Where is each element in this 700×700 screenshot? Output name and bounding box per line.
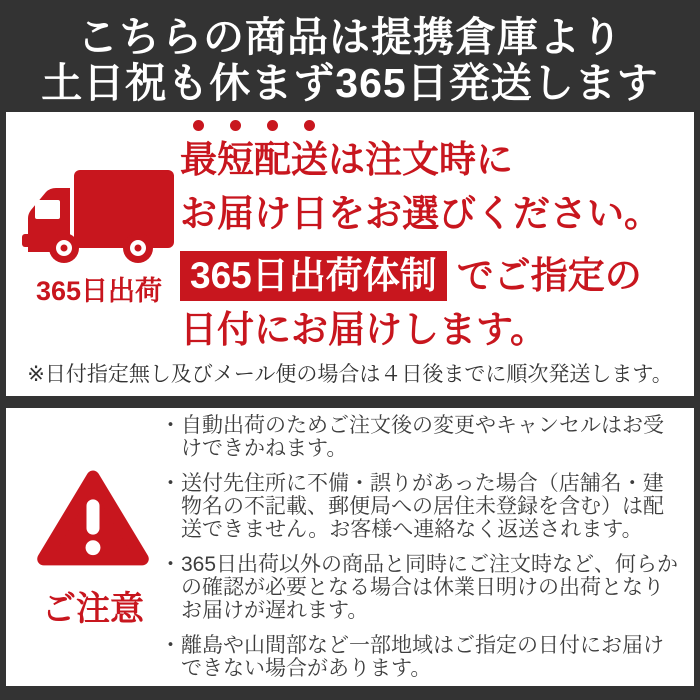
truck-label: 365日出荷 [35, 276, 163, 306]
emphasis-dot [267, 120, 278, 131]
shipping-heading-line-3: 日付にお届けします。 [180, 309, 548, 351]
shipping-message [180, 120, 661, 357]
shipping-note: ※日付指定無し及びメール便の場合は４日後までに順次発送します。 [27, 363, 673, 386]
caution-item: ・ 自動出荷のためご注文後の変更やキャンセルはお受けできかねます。 [160, 414, 682, 460]
top-banner [0, 0, 700, 112]
truck-column [22, 168, 176, 308]
emphasis-dot [230, 120, 241, 131]
caution-item: ・ 365日出荷以外の商品と同時にご注文時など、何らかの確認が必要となる場合は休業日明けの出荷となりお届けが遅れます。 [160, 553, 682, 622]
caution-item: ・ 離島や山間部など一部地域はご指定の日付にお届けできない場合があります。 [160, 634, 682, 680]
caution-list [160, 408, 682, 680]
banner-line-2: 土日祝も休まず365日発送します [41, 60, 659, 106]
emphasis-dot [193, 120, 204, 131]
banner-line-1: こちらの商品は提携倉庫より [77, 14, 623, 60]
shipping-section [6, 112, 694, 396]
section-divider [0, 396, 700, 408]
caution-column [30, 464, 156, 630]
emphasis-dot [304, 120, 315, 131]
truck-icon [22, 251, 176, 268]
emphasis-dots [193, 120, 661, 131]
caution-label: ご注意 [42, 590, 144, 628]
shipping-heading-line-1: 最短配送は注文時に [180, 139, 513, 180]
shipping-heading-line-2: お届け日をお選びください。 [180, 193, 661, 234]
highlight-suffix: でご指定の [456, 255, 642, 296]
highlight-badge: 365日出荷体制 [180, 251, 447, 301]
caution-item: ・ 送付先住所に不備・誤りがあった場合（店舗名・建物名の不記載、郵便局への居住未登録を含む）は配送できません。お客様へ連絡なく返送されます。 [160, 472, 682, 541]
shipping-highlight-row [180, 249, 661, 303]
caution-section [6, 408, 694, 686]
warning-triangle-icon [32, 557, 154, 574]
